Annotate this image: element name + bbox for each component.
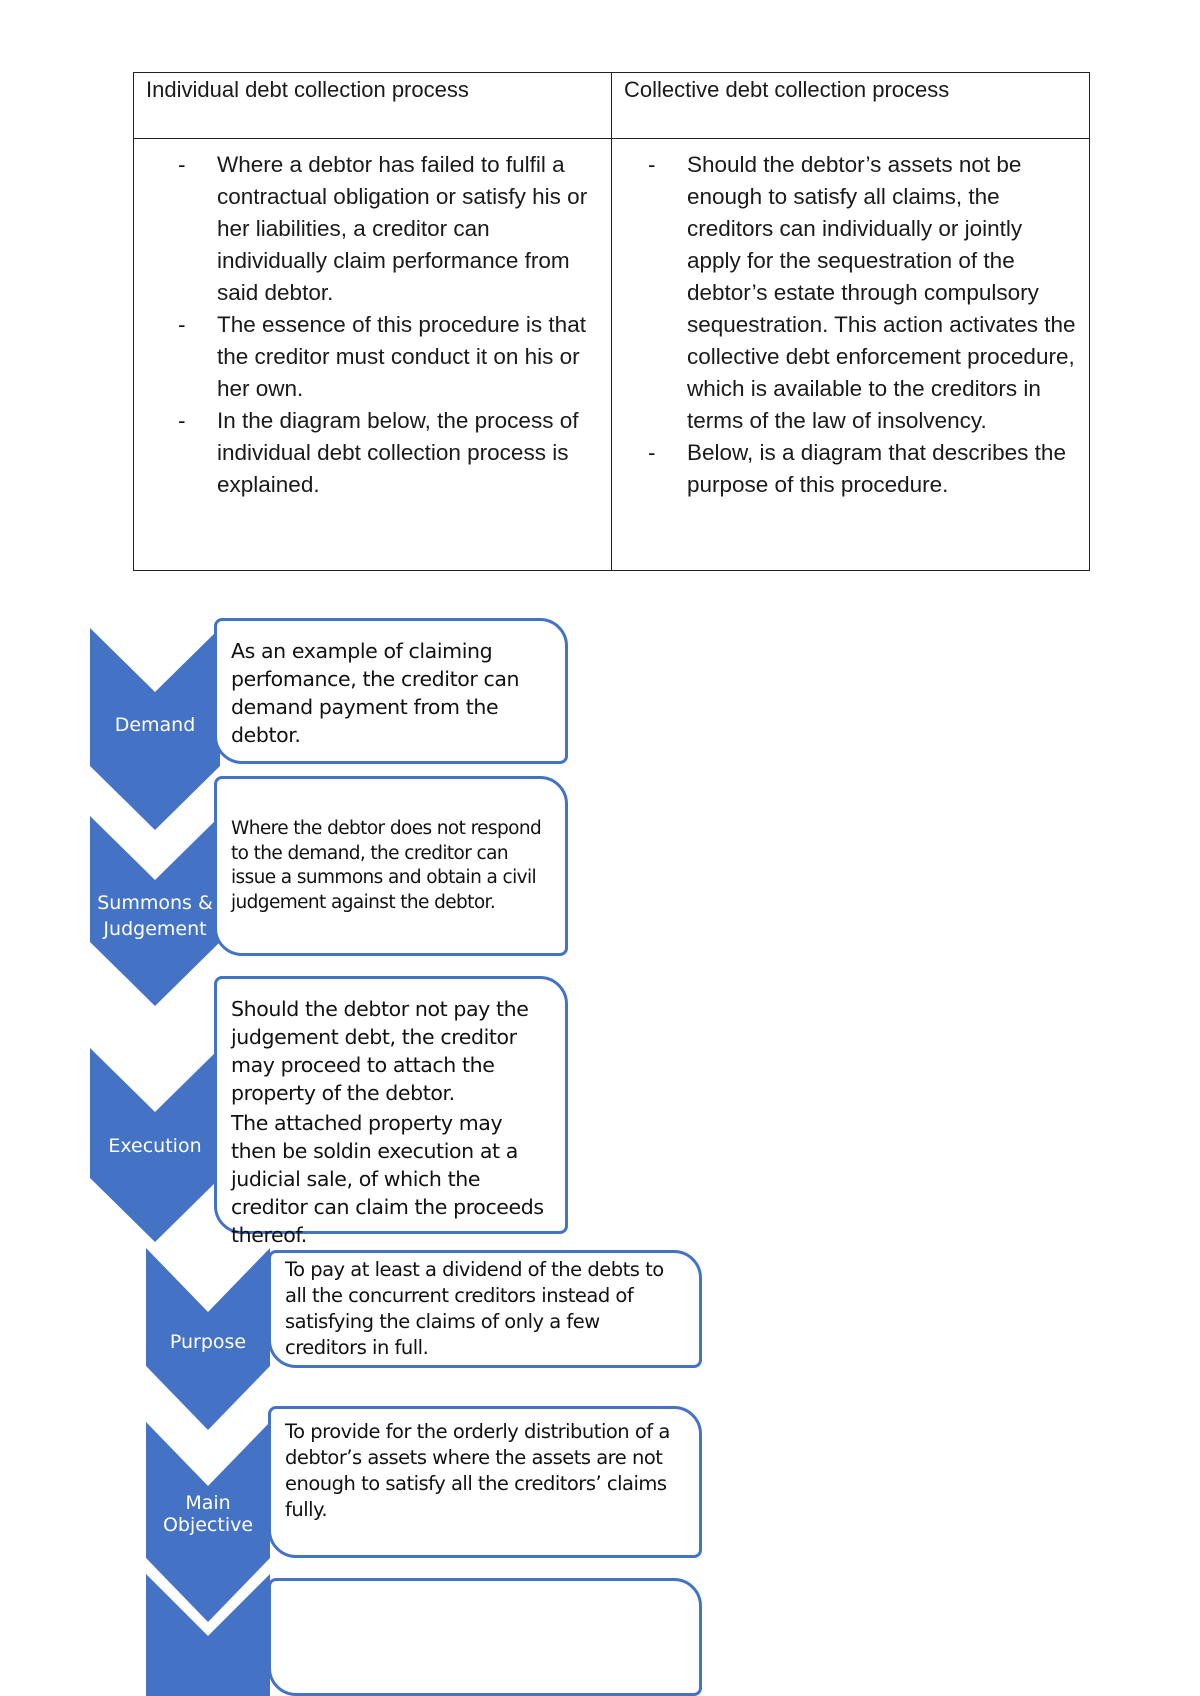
dash-bullet: - bbox=[178, 408, 186, 433]
point-text: The essence of this procedure is that the creditor must conduct it on his or her own. bbox=[217, 312, 586, 401]
chevron-label: Purpose bbox=[169, 1331, 247, 1353]
point-text: In the diagram below, the process of individual debt collection process is explained. bbox=[217, 408, 579, 497]
flow-diagrams bbox=[0, 600, 1200, 1696]
list-item bbox=[152, 309, 599, 405]
list-item bbox=[622, 437, 1077, 501]
individual-cell bbox=[134, 139, 612, 571]
step-box-execution bbox=[214, 976, 568, 1247]
point-text: Where a debtor has failed to fulfil a contractual obligation or satisfy his or her liabilities, a creditor can individually claim performance from said debtor. bbox=[217, 152, 588, 305]
step-text: Should the debtor not pay the judgement debt, the creditor may proceed to attach the property of the debtor. bbox=[231, 997, 529, 1105]
comparison-table bbox=[133, 72, 1090, 571]
header-collective: Collective debt collection process bbox=[612, 73, 1090, 139]
dash-bullet: - bbox=[178, 312, 186, 337]
step-text: To pay at least a dividend of the debts to all the concurrent creditors instead of satisfying the claims of only a few creditors in full. bbox=[285, 1258, 664, 1359]
step-text: The attached property may then be soldin execution at a judicial sale, of which the creditor can claim the proceeds thereof. bbox=[231, 1111, 544, 1247]
step-box-main-objective bbox=[268, 1406, 702, 1558]
step-box-demand bbox=[214, 618, 568, 764]
step-text: Where the debtor does not respond to the demand, the creditor can issue a summons and obtain a civil judgement against the debtor. bbox=[231, 818, 542, 913]
point-text: Should the debtor’s assets not be enough to satisfy all claims, the creditors can individually or jointly apply for the sequestration of the debtor’s estate through compulsory sequestration. This action activates the collective debt enforcement procedure, which is available to the creditors in terms of the law of insolvency. bbox=[687, 152, 1076, 433]
dash-bullet: - bbox=[648, 152, 656, 177]
individual-points bbox=[152, 149, 599, 501]
step-box-purpose bbox=[268, 1250, 702, 1368]
chevron-label: Demand bbox=[114, 714, 196, 736]
chevron-label: Main Objective bbox=[162, 1492, 254, 1536]
list-item bbox=[152, 405, 599, 501]
table-header-row bbox=[134, 73, 1090, 139]
header-individual: Individual debt collection process bbox=[134, 73, 612, 139]
step-box-empty bbox=[268, 1578, 702, 1696]
step-text: As an example of claiming perfomance, the creditor can demand payment from the debtor. bbox=[231, 639, 520, 747]
table-row bbox=[134, 139, 1090, 571]
dash-bullet: - bbox=[648, 440, 656, 465]
point-text: Below, is a diagram that describes the purpose of this procedure. bbox=[687, 440, 1066, 497]
dash-bullet: - bbox=[178, 152, 186, 177]
list-item bbox=[622, 149, 1077, 437]
list-item bbox=[152, 149, 599, 309]
step-box-summons bbox=[214, 776, 568, 956]
collective-cell bbox=[612, 139, 1090, 571]
collective-points bbox=[622, 149, 1077, 501]
chevron-label: Summons & Judgement bbox=[97, 892, 213, 940]
step-text: To provide for the orderly distribution of a debtor’s assets where the assets are not enough to satisfy all the creditors’ claims fully. bbox=[285, 1420, 670, 1521]
chevron-label: Execution bbox=[108, 1135, 202, 1157]
